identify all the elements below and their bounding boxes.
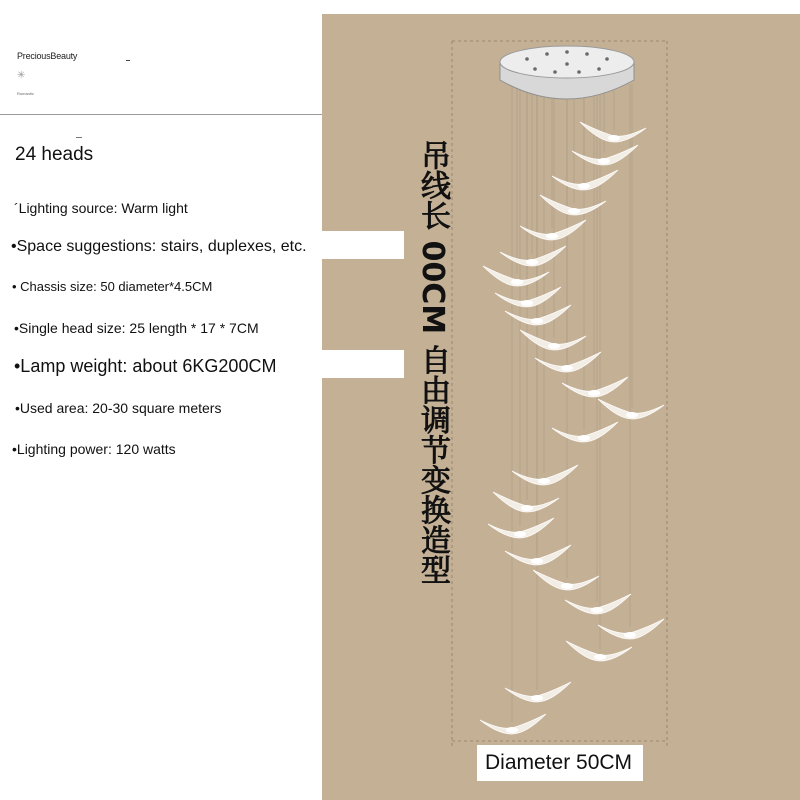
spec-weight: •Lamp weight: about 6KG200CM bbox=[14, 356, 277, 376]
bird-body bbox=[548, 343, 560, 349]
bird-body bbox=[588, 390, 600, 396]
canopy-rivet bbox=[545, 52, 549, 56]
canopy-rivet bbox=[597, 67, 601, 71]
bird-body bbox=[578, 183, 590, 189]
label-band bbox=[322, 231, 404, 259]
bird-body bbox=[578, 435, 590, 441]
bird-body bbox=[626, 412, 638, 418]
canopy-rivet bbox=[553, 70, 557, 74]
spec-power: •Lighting power: 120 watts bbox=[12, 441, 176, 457]
bird-body bbox=[538, 478, 550, 484]
diameter-label: Diameter 50CM bbox=[477, 745, 643, 781]
spec-head-size: •Single head size: 25 length * 17 * 7CM bbox=[14, 320, 259, 336]
spec-space: •Space suggestions: stairs, duplexes, etc. bbox=[11, 238, 307, 255]
product-photo bbox=[322, 14, 800, 800]
label-band bbox=[322, 350, 404, 378]
canopy-rivet bbox=[565, 62, 569, 66]
bird-body bbox=[561, 583, 573, 589]
bird-body bbox=[624, 632, 636, 638]
brand-tagline: Romantic bbox=[17, 91, 34, 96]
cable-length-note: 吊线长 00CM 自由调节变换造型 bbox=[415, 140, 450, 585]
divider-mark bbox=[76, 137, 82, 138]
bird-body bbox=[514, 531, 526, 537]
bird-body bbox=[521, 300, 533, 306]
spec-area: •Used area: 20-30 square meters bbox=[15, 400, 222, 416]
bird-body bbox=[531, 695, 543, 701]
bird-body bbox=[594, 654, 606, 660]
bird-body bbox=[506, 727, 518, 733]
brand-dash bbox=[126, 60, 130, 61]
sparkle-icon: ✳ bbox=[17, 70, 26, 81]
chandelier-illustration bbox=[322, 14, 800, 800]
canopy-rivet bbox=[533, 67, 537, 71]
spec-heads: 24 heads bbox=[15, 144, 94, 165]
bird-body bbox=[521, 505, 533, 511]
brand-name: PreciousBeauty bbox=[17, 51, 78, 61]
spec-light-source: ´Lighting source: Warm light bbox=[14, 200, 188, 216]
bird-body bbox=[598, 158, 610, 164]
canopy-rivet bbox=[585, 52, 589, 56]
bird-body bbox=[591, 607, 603, 613]
photo-background bbox=[322, 14, 800, 800]
bird-body bbox=[608, 135, 620, 141]
bird-body bbox=[546, 233, 558, 239]
canopy-rivet bbox=[565, 50, 569, 54]
bird-body bbox=[568, 208, 580, 214]
brand-header bbox=[0, 0, 322, 115]
canopy-rivet bbox=[525, 57, 529, 61]
canopy-rivet bbox=[577, 70, 581, 74]
bird-body bbox=[531, 558, 543, 564]
spec-chassis: • Chassis size: 50 diameter*4.5CM bbox=[12, 279, 213, 294]
bird-body bbox=[511, 279, 523, 285]
bird-body bbox=[526, 259, 538, 265]
bird-body bbox=[531, 318, 543, 324]
bird-body bbox=[561, 365, 573, 371]
canopy-rivet bbox=[605, 57, 609, 61]
